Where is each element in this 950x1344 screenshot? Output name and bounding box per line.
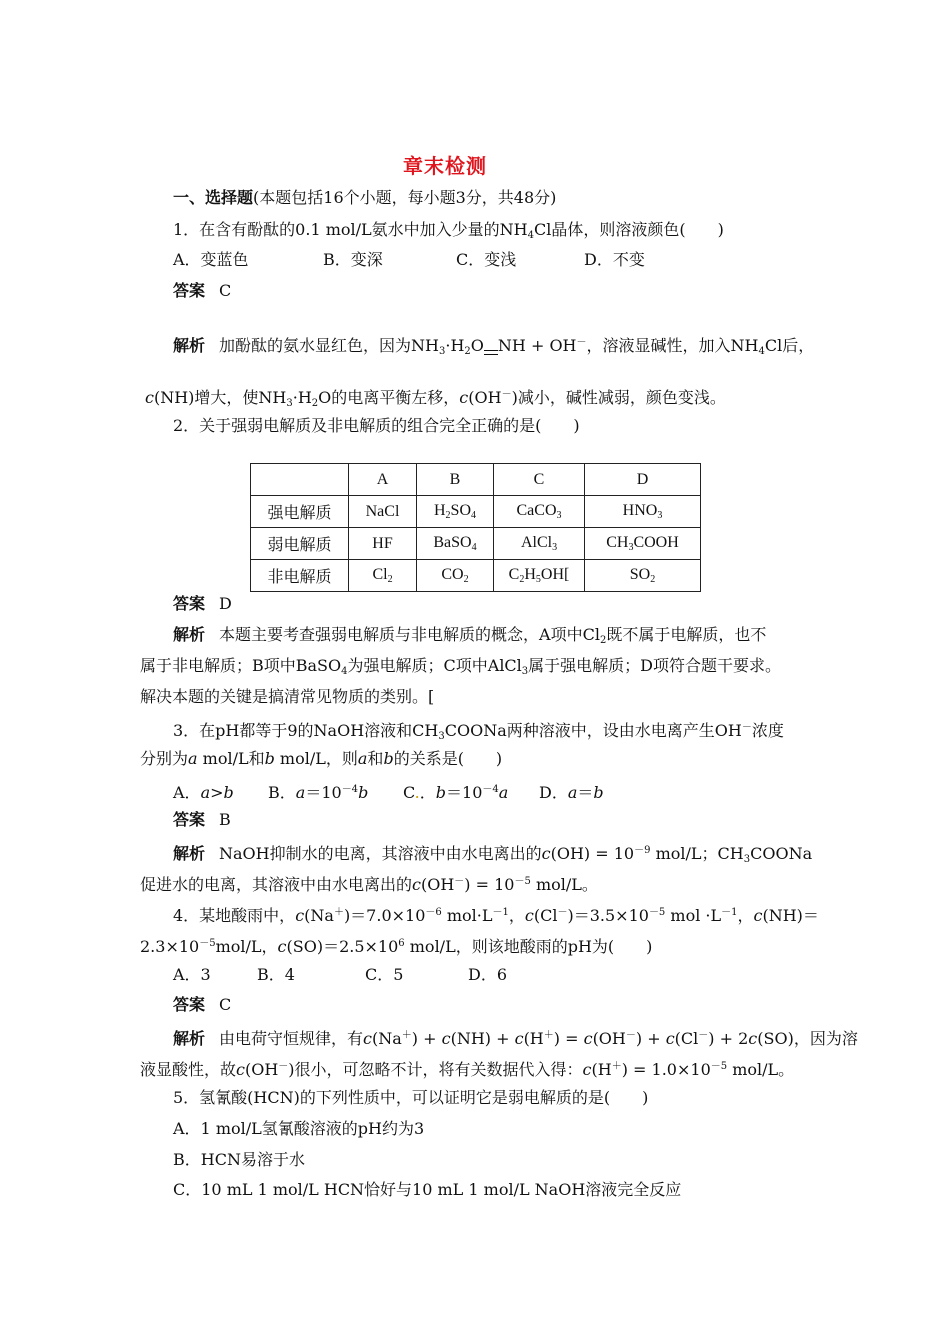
question-1-analysis-line1: 解析 加酚酞的氨水显红色，因为$NH_3\cdot H_2O$ NH + OH－，溶液显碱性，加入$NH_4Cl$后， (173, 336, 815, 357)
row-label: 非电解质 (251, 560, 349, 592)
table-header-cell (251, 464, 349, 496)
question-1-stem: 1．在含有酚酞的0.1 mol/L氨水中加入少量的$NH_4Cl$晶体，则溶液颜色( ) (173, 220, 724, 241)
question-1-options (173, 250, 645, 270)
table-cell: $CO_2$ (417, 560, 494, 592)
question-4-answer: 答案 C (173, 995, 232, 1014)
question-2-stem: 2．关于强弱电解质及非电解质的组合完全正确的是( ) (173, 416, 580, 435)
question-2-analysis-line3: 解决本题的关键是搞清常见物质的类别。[ (140, 687, 435, 706)
option-a: A．3 (173, 965, 211, 984)
question-1-analysis-line2: c(NH)增大，使$NH_3\cdot H_2O$的电离平衡左移，c(OH－)减小，碱性减弱，颜色变浅。 (145, 388, 726, 409)
option-c: C．5 (365, 965, 404, 984)
table-header-cell: D (585, 464, 701, 496)
question-4-analysis-line1: 解析 由电荷守恒规律，有c(Na＋) + c(NH) + c(H＋) = c(OH－) + c(Cl－) + 2c(SO)，因为溶 (173, 1029, 858, 1048)
question-3-stem-line1: 3．在pH都等于9的NaOH溶液和$CH_3COONa$两种溶液中，设由水电离产生OH－浓度 (173, 721, 784, 742)
table-cell: $H_2SO_4$ (417, 496, 494, 528)
option-d: D．不变 (584, 250, 645, 269)
question-3-analysis-line1: 解析 NaOH抑制水的电离，其溶液中由水电离出的$c(OH) = 10^{-9}$ mol/L；$CH_3COONa$ (173, 844, 813, 865)
question-1-answer: 答案 C (173, 281, 232, 300)
row-label: 弱电解质 (251, 528, 349, 560)
option-a: A．a>b (173, 783, 234, 802)
table-cell: $HNO_3$ (585, 496, 701, 528)
electrolyte-table (250, 463, 701, 592)
option-b: B．4 (257, 965, 295, 984)
question-2-analysis-line1: 解析 本题主要考查强弱电解质与非电解质的概念，A项中$Cl_2$既不属于电解质，也不 (173, 625, 767, 646)
table-cell: $SO_2$ (585, 560, 701, 592)
table-cell: HF (349, 528, 417, 560)
option-b: B．$a=10^{-4}b$ (268, 783, 369, 802)
table-cell: $Cl_2$ (349, 560, 417, 592)
table-cell: CaCO$_3$ (494, 496, 585, 528)
question-5-option-c: C．10 mL 1 mol/L HCN恰好与10 mL 1 mol/L NaOH溶液完全反应 (173, 1180, 682, 1199)
table-row (251, 496, 701, 528)
section-heading: 一、选择题(本题包括16个小题，每小题3分，共48分) (173, 188, 557, 207)
question-2-answer: 答案 D (173, 594, 232, 613)
question-3-analysis-line2: 促进水的电离，其溶液中由水电离出的$c(OH^-) = 10^{-5}$ mol/L。 (140, 875, 598, 894)
question-2-analysis-line2: 属于非电解质；B项中BaSO$_4$为强电解质；C项中AlCl$_3$属于强电解质；D项符合题干要求。 (140, 656, 782, 677)
option-b: B．变深 (323, 250, 383, 269)
row-label: 强电解质 (251, 496, 349, 528)
table-cell: $C_2H_5OH$[ (494, 560, 585, 592)
page-title: 章末检测 (403, 154, 487, 178)
option-c: C.．$b=10^{-4}a$ (403, 783, 509, 802)
question-3-stem-line2: 分别为a mol/L和b mol/L，则a和b的关系是( ) (140, 749, 503, 768)
table-header-cell: A (349, 464, 417, 496)
question-4-stem-line1: 4．某地酸雨中，$c(Na^+)=7.0\times 10^{-6}$ $mol\cdot L^{-1}$，$c(Cl^-)=3.5\times 10^{-5}$ mol $\cdot L^{-1}$，c(NH)＝ (173, 906, 819, 925)
equilibrium-arrow (484, 350, 498, 355)
option-c: C．变浅 (456, 250, 517, 269)
question-4-stem-line2: $2.3\times 10^{-5}mol/L$，$c(SO)=2.5\times 10^6$ mol/L，则该地酸雨的pH为( ) (140, 937, 653, 956)
option-d: D．a＝b (539, 783, 604, 802)
table-cell: BaSO$_4$ (417, 528, 494, 560)
question-4-analysis-line2: 液显酸性，故c(OH－)很小，可忽略不计，将有关数据代入得：$c(H^+) = 1.0\times 10^{-5}$ mol/L。 (140, 1060, 795, 1079)
table-header-cell: B (417, 464, 494, 496)
table-cell: NaCl (349, 496, 417, 528)
question-4-options (173, 965, 507, 985)
table-header-row (251, 464, 701, 496)
table-cell: $CH_3COOH$ (585, 528, 701, 560)
question-3-options (173, 780, 604, 803)
question-5-option-b: B．HCN易溶于水 (173, 1150, 305, 1169)
table-row (251, 528, 701, 560)
question-5-option-a: A．1 mol/L氢氰酸溶液的pH约为3 (173, 1119, 425, 1138)
table-header-cell: C (494, 464, 585, 496)
table-row (251, 560, 701, 592)
option-a: A．变蓝色 (173, 250, 249, 269)
question-3-answer: 答案 B (173, 810, 231, 829)
question-5-stem: 5．氢氰酸(HCN)的下列性质中，可以证明它是弱电解质的是( ) (173, 1088, 649, 1107)
table-cell: AlCl$_3$ (494, 528, 585, 560)
option-d: D．6 (468, 965, 508, 984)
